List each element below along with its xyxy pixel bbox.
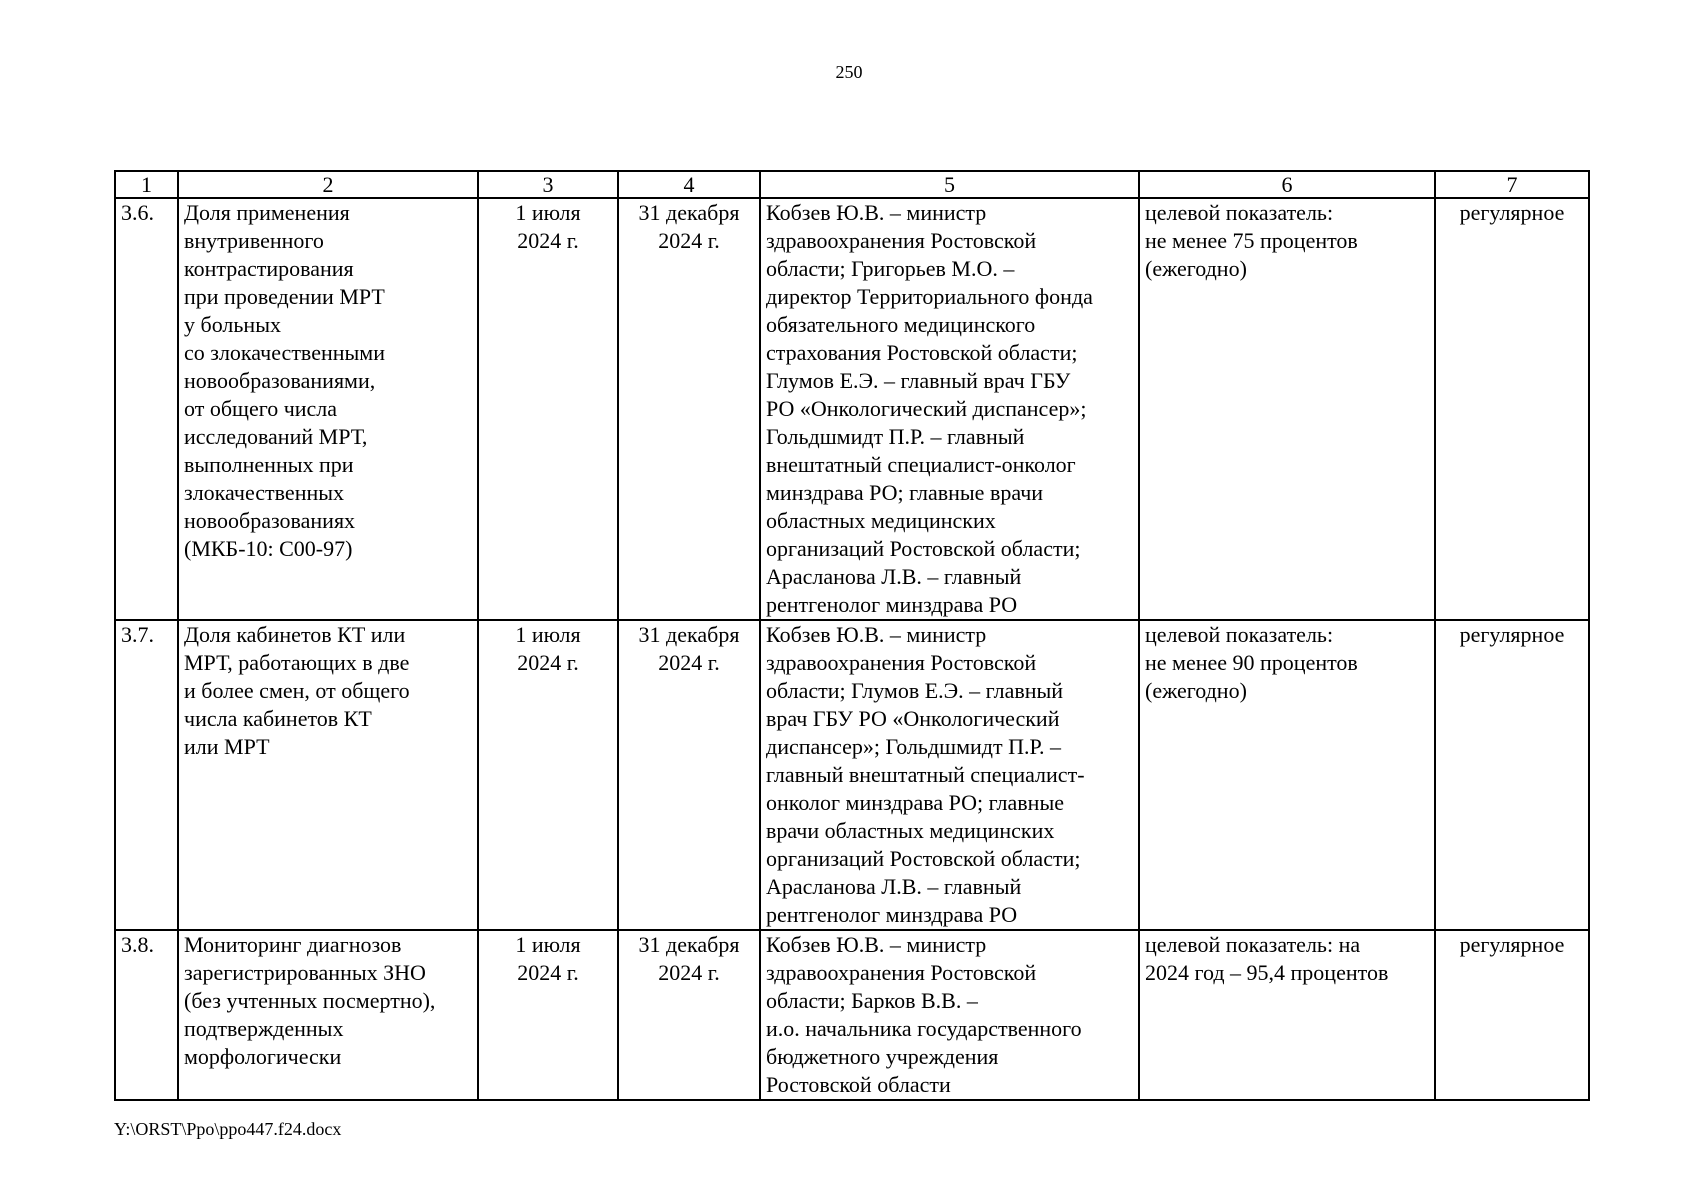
row-number: 3.7. bbox=[115, 620, 178, 930]
column-header-end: 4 bbox=[618, 171, 760, 198]
table-row bbox=[115, 620, 1589, 930]
end-date: 31 декабря 2024 г. bbox=[638, 932, 740, 985]
measure-name: Мониторинг диагнозов зарегистрированных ЗНО (без учтенных посмертно), подтвержденных морфологически bbox=[184, 932, 436, 1069]
start-date-cell bbox=[478, 198, 618, 620]
responsible-persons: Кобзев Ю.В. – министр здравоохранения Ростовской области; Глумов Е.Э. – главный врач ГБУ РО «Онкологический диспансер»; Гольдшмидт П.Р. – главный внештатный специалист- онколог минздрава РО; главные врачи областных медицинских организаций Ростовской области; Арасланова Л.В. – главный рентгенолог минздрава РО bbox=[766, 622, 1085, 927]
end-date-cell bbox=[618, 930, 760, 1100]
measure-type: регулярное bbox=[1459, 622, 1565, 647]
table-row bbox=[115, 930, 1589, 1100]
column-header-result: 6 bbox=[1139, 171, 1435, 198]
column-header-start: 3 bbox=[478, 171, 618, 198]
table-row bbox=[115, 198, 1589, 620]
start-date: 1 июля 2024 г. bbox=[515, 622, 581, 675]
responsible-cell bbox=[760, 930, 1139, 1100]
target-indicator: целевой показатель: не менее 90 процентов (ежегодно) bbox=[1145, 622, 1358, 703]
measure-name: Доля кабинетов КТ или МРТ, работающих в две и более смен, от общего числа кабинетов КТ или МРТ bbox=[184, 622, 410, 759]
row-number: 3.6. bbox=[115, 198, 178, 620]
measure-type-cell bbox=[1435, 930, 1589, 1100]
measure-type-cell bbox=[1435, 198, 1589, 620]
responsible-cell bbox=[760, 620, 1139, 930]
result-cell bbox=[1139, 930, 1435, 1100]
responsible-persons: Кобзев Ю.В. – министр здравоохранения Ростовской области; Григорьев М.О. – директор Территориального фонда обязательного медицинского страхования Ростовской области; Глумов Е.Э. – главный врач ГБУ РО «Онкологический диспансер»; Гольдшмидт П.Р. – главный внештатный специалист-онколог минздрава РО; главные врачи областных медицинских организаций Ростовской области; Арасланова Л.В. – главный рентгенолог минздрава РО bbox=[766, 200, 1093, 617]
end-date-cell bbox=[618, 620, 760, 930]
column-header-name: 2 bbox=[178, 171, 478, 198]
measure-name-cell bbox=[178, 198, 478, 620]
responsible-cell bbox=[760, 198, 1139, 620]
row-number: 3.8. bbox=[115, 930, 178, 1100]
measure-name-cell bbox=[178, 620, 478, 930]
target-indicator: целевой показатель: не менее 75 процентов (ежегодно) bbox=[1145, 200, 1358, 281]
measures-table bbox=[114, 170, 1590, 1101]
start-date-cell bbox=[478, 930, 618, 1100]
measure-type: регулярное bbox=[1459, 932, 1565, 957]
end-date-cell bbox=[618, 198, 760, 620]
measure-type: регулярное bbox=[1459, 200, 1565, 225]
column-header-type: 7 bbox=[1435, 171, 1589, 198]
end-date: 31 декабря 2024 г. bbox=[638, 200, 740, 253]
start-date: 1 июля 2024 г. bbox=[515, 932, 581, 985]
end-date: 31 декабря 2024 г. bbox=[638, 622, 740, 675]
measure-name: Доля применения внутривенного контрастирования при проведении МРТ у больных со злокачественными новообразованиями, от общего числа исследований МРТ, выполненных при злокачественных новообразованиях (МКБ-10: С00-97) bbox=[184, 200, 385, 561]
responsible-persons: Кобзев Ю.В. – министр здравоохранения Ростовской области; Барков В.В. – и.о. начальника государственного бюджетного учреждения Ростовской области bbox=[766, 932, 1082, 1097]
page-number: 250 bbox=[835, 62, 863, 82]
start-date-cell bbox=[478, 620, 618, 930]
result-cell bbox=[1139, 620, 1435, 930]
result-cell bbox=[1139, 198, 1435, 620]
file-path-footer: Y:\ORST\Ppo\ppo447.f24.docx bbox=[114, 1119, 342, 1139]
column-header-number: 1 bbox=[115, 171, 178, 198]
header-row bbox=[115, 171, 1589, 198]
measure-type-cell bbox=[1435, 620, 1589, 930]
target-indicator: целевой показатель: на 2024 год – 95,4 процентов bbox=[1145, 932, 1389, 985]
column-header-responsible: 5 bbox=[760, 171, 1139, 198]
start-date: 1 июля 2024 г. bbox=[515, 200, 581, 253]
measure-name-cell bbox=[178, 930, 478, 1100]
